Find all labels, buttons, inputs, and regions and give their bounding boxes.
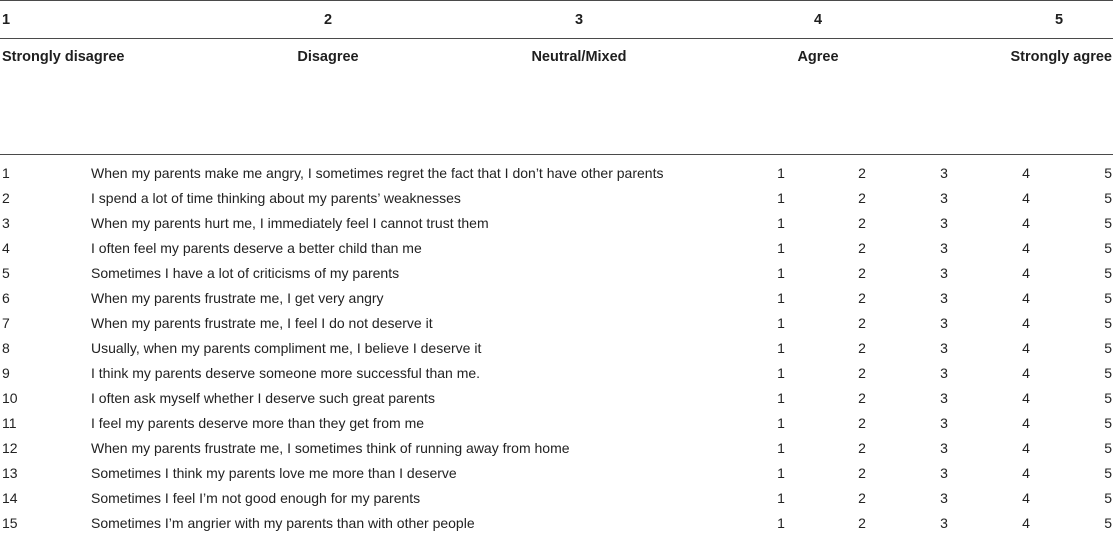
option-4: 4 (1022, 240, 1030, 256)
option-2: 2 (858, 440, 866, 456)
option-3: 3 (940, 515, 948, 531)
option-1: 1 (777, 190, 785, 206)
item-number: 2 (2, 190, 10, 206)
scale-label-strongly-disagree: Strongly disagree (2, 49, 125, 65)
option-3: 3 (940, 490, 948, 506)
option-4: 4 (1022, 190, 1030, 206)
option-1: 1 (777, 340, 785, 356)
body-top-rule (0, 154, 1113, 155)
header-rule (0, 38, 1113, 39)
option-2: 2 (858, 190, 866, 206)
scale-number-5: 5 (1054, 12, 1064, 28)
option-5: 5 (1104, 390, 1112, 406)
option-4: 4 (1022, 515, 1030, 531)
option-4: 4 (1022, 340, 1030, 356)
option-5: 5 (1104, 365, 1112, 381)
scale-number-2: 2 (323, 12, 333, 28)
option-3: 3 (940, 215, 948, 231)
option-1: 1 (777, 440, 785, 456)
option-2: 2 (858, 240, 866, 256)
option-5: 5 (1104, 515, 1112, 531)
option-5: 5 (1104, 315, 1112, 331)
option-2: 2 (858, 490, 866, 506)
scale-number-4: 4 (813, 12, 823, 28)
option-4: 4 (1022, 165, 1030, 181)
item-number: 3 (2, 215, 10, 231)
option-2: 2 (858, 465, 866, 481)
option-4: 4 (1022, 465, 1030, 481)
option-1: 1 (777, 290, 785, 306)
table-row (0, 214, 1113, 239)
item-text: Sometimes I have a lot of criticisms of my parents (91, 265, 400, 281)
item-number: 15 (2, 515, 18, 531)
item-text: Sometimes I’m angrier with my parents than with other people (91, 515, 475, 531)
option-1: 1 (777, 215, 785, 231)
option-2: 2 (858, 415, 866, 431)
option-3: 3 (940, 290, 948, 306)
scale-label-neutral: Neutral/Mixed (531, 49, 627, 65)
item-text: Sometimes I think my parents love me more than I deserve (91, 465, 457, 481)
item-number: 13 (2, 465, 18, 481)
item-text: Usually, when my parents compliment me, I believe I deserve it (91, 340, 482, 356)
option-1: 1 (777, 165, 785, 181)
option-5: 5 (1104, 465, 1112, 481)
option-4: 4 (1022, 365, 1030, 381)
scale-number-3: 3 (574, 12, 584, 28)
table-row (0, 289, 1113, 314)
scale-number-1: 1 (2, 12, 11, 28)
item-text: I often feel my parents deserve a better child than me (91, 240, 422, 256)
option-1: 1 (777, 365, 785, 381)
item-text: Sometimes I feel I’m not good enough for my parents (91, 490, 421, 506)
table-row (0, 164, 1113, 189)
option-4: 4 (1022, 390, 1030, 406)
option-1: 1 (777, 415, 785, 431)
option-3: 3 (940, 415, 948, 431)
option-5: 5 (1104, 415, 1112, 431)
option-3: 3 (940, 390, 948, 406)
option-5: 5 (1104, 190, 1112, 206)
option-1: 1 (777, 240, 785, 256)
table-row (0, 439, 1113, 464)
item-number: 12 (2, 440, 18, 456)
option-1: 1 (777, 490, 785, 506)
item-number: 10 (2, 390, 18, 406)
option-3: 3 (940, 465, 948, 481)
option-2: 2 (858, 265, 866, 281)
option-1: 1 (777, 515, 785, 531)
option-4: 4 (1022, 490, 1030, 506)
table-row (0, 364, 1113, 389)
item-number: 6 (2, 290, 10, 306)
option-2: 2 (858, 390, 866, 406)
option-4: 4 (1022, 265, 1030, 281)
option-5: 5 (1104, 440, 1112, 456)
option-1: 1 (777, 265, 785, 281)
option-5: 5 (1104, 240, 1112, 256)
option-2: 2 (858, 515, 866, 531)
scale-label-agree: Agree (797, 49, 839, 65)
option-5: 5 (1104, 340, 1112, 356)
option-1: 1 (777, 465, 785, 481)
table-row (0, 239, 1113, 264)
item-number: 11 (2, 415, 17, 431)
table-row (0, 414, 1113, 439)
option-4: 4 (1022, 215, 1030, 231)
item-number: 14 (2, 490, 18, 506)
option-3: 3 (940, 440, 948, 456)
item-number: 1 (2, 165, 10, 181)
option-5: 5 (1104, 290, 1112, 306)
table-row (0, 514, 1113, 539)
item-number: 5 (2, 265, 10, 281)
scale-label-strongly-agree: Strongly agree (1010, 49, 1112, 65)
item-text: When my parents hurt me, I immediately feel I cannot trust them (91, 215, 489, 231)
option-2: 2 (858, 340, 866, 356)
option-3: 3 (940, 190, 948, 206)
table-row (0, 389, 1113, 414)
option-2: 2 (858, 315, 866, 331)
option-3: 3 (940, 340, 948, 356)
option-5: 5 (1104, 490, 1112, 506)
table-row (0, 189, 1113, 214)
table-row (0, 464, 1113, 489)
item-text: I feel my parents deserve more than they get from me (91, 415, 425, 431)
option-3: 3 (940, 165, 948, 181)
item-number: 4 (2, 240, 10, 256)
item-text: I often ask myself whether I deserve such great parents (91, 390, 435, 406)
option-1: 1 (777, 390, 785, 406)
option-3: 3 (940, 240, 948, 256)
item-text: When my parents frustrate me, I get very angry (91, 290, 384, 306)
option-2: 2 (858, 290, 866, 306)
option-5: 5 (1104, 165, 1112, 181)
item-text: When my parents frustrate me, I sometimes think of running away from home (91, 440, 570, 456)
option-1: 1 (777, 315, 785, 331)
table-row (0, 314, 1113, 339)
item-text: I think my parents deserve someone more successful than me. (91, 365, 481, 381)
item-text: When my parents make me angry, I sometimes regret the fact that I don’t have other parents (91, 165, 664, 181)
item-text: When my parents frustrate me, I feel I do not deserve it (91, 315, 433, 331)
option-5: 5 (1104, 215, 1112, 231)
item-number: 8 (2, 340, 10, 356)
item-number: 9 (2, 365, 10, 381)
option-3: 3 (940, 365, 948, 381)
table-row (0, 489, 1113, 514)
option-4: 4 (1022, 290, 1030, 306)
item-text: I spend a lot of time thinking about my parents’ weaknesses (91, 190, 461, 206)
option-4: 4 (1022, 440, 1030, 456)
option-5: 5 (1104, 265, 1112, 281)
option-2: 2 (858, 215, 866, 231)
scale-label-disagree: Disagree (297, 49, 359, 65)
table-row (0, 339, 1113, 364)
option-3: 3 (940, 315, 948, 331)
item-number: 7 (2, 315, 10, 331)
option-2: 2 (858, 365, 866, 381)
table-row (0, 264, 1113, 289)
option-3: 3 (940, 265, 948, 281)
option-2: 2 (858, 165, 866, 181)
option-4: 4 (1022, 315, 1030, 331)
option-4: 4 (1022, 415, 1030, 431)
table-top-rule (0, 0, 1113, 1)
